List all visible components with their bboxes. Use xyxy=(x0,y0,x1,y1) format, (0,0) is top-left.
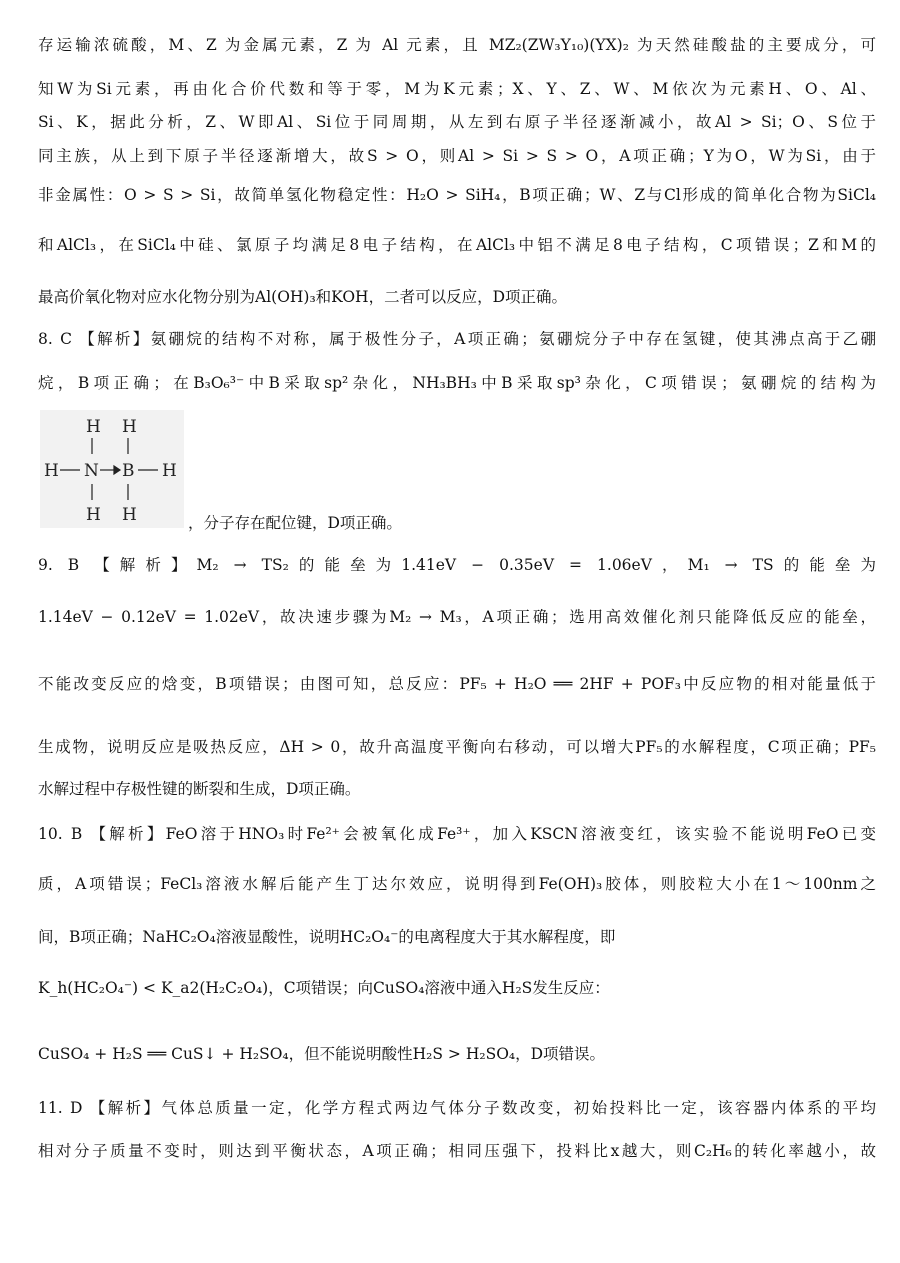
text-line-4: 同主族，从上到下原子半径逐渐增大，故S > O，则Al > Si > S > O，A项正确；Y为O，W为Si，由于 xyxy=(38,147,876,165)
ammonia-borane-structure xyxy=(40,410,184,528)
text-line-20: 11. D 【解析】气体总质量一定，化学方程式两边气体分子数改变，初始投料比一定，该容器内体系的平均 xyxy=(38,1099,876,1117)
text-line-18: K_h(HC₂O₄⁻) < K_a2(H₂C₂O₄)，C项错误；向CuSO₄溶液中通入H₂S发生反应： xyxy=(38,979,610,997)
atom-h-top-right: H xyxy=(122,417,137,437)
text-line-11: 1.14eV − 0.12eV = 1.02eV，故决速步骤为M₂ → M₃，A项正确；选用高效催化剂只能降低反应的能垒， xyxy=(38,608,876,626)
atom-h-bottom-left: H xyxy=(86,505,101,525)
atom-h-top-left: H xyxy=(86,417,101,437)
atom-n: N xyxy=(84,461,99,481)
structure-caption: ，分子存在配位键，D项正确。 xyxy=(188,514,402,532)
text-line-9: 烷，B项正确；在B₃O₆³⁻中B采取sp²杂化，NH₃BH₃中B采取sp³杂化，C项错误；氨硼烷的结构为 xyxy=(38,374,876,392)
text-line-2: 知W为Si元素，再由化合价代数和等于零，M为K元素；X、Y、Z、W、M依次为元素H、O、Al、 xyxy=(38,80,876,98)
arrow-head xyxy=(114,466,120,474)
text-line-12: 不能改变反应的焓变，B项错误；由图可知，总反应：PF₅ + H₂O ══ 2HF + POF₃中反应物的相对能量低于 xyxy=(38,675,876,693)
atom-b: B xyxy=(122,461,135,481)
text-line-5: 非金属性：O > S > Si，故简单氢化物稳定性：H₂O > SiH₄，B项正确；W、Z与Cl形成的简单化合物为SiCl₄ xyxy=(38,186,876,204)
text-line-8: 8. C 【解析】氨硼烷的结构不对称，属于极性分子，A项正确；氨硼烷分子中存在氢键，使其沸点高于乙硼 xyxy=(38,330,876,348)
text-line-1: 存运输浓硫酸，M、Z 为金属元素，Z 为 Al 元素，且 MZ₂(ZW₃Y₁₀)(YX)₂ 为天然硅酸盐的主要成分，可 xyxy=(38,36,876,54)
atom-h-bottom-right: H xyxy=(122,505,137,525)
atom-h-right: H xyxy=(162,461,177,481)
text-line-6: 和AlCl₃，在SiCl₄中硅、氯原子均满足8电子结构，在AlCl₃中铝不满足8电子结构，C项错误；Z和M的 xyxy=(38,236,876,254)
text-line-21: 相对分子质量不变时，则达到平衡状态，A项正确；相同压强下，投料比x越大，则C₂H₆的转化率越小，故 xyxy=(38,1142,876,1160)
atom-h-left: H xyxy=(44,461,59,481)
text-line-7: 最高价氧化物对应水化物分别为Al(OH)₃和KOH，二者可以反应，D项正确。 xyxy=(38,288,568,306)
text-line-16: 质，A项错误；FeCl₃溶液水解后能产生丁达尔效应，说明得到Fe(OH)₃胶体，则胶粒大小在1～100nm之 xyxy=(38,875,876,893)
text-line-13: 生成物，说明反应是吸热反应，ΔH > 0，故升高温度平衡向右移动，可以增大PF₅的水解程度，C项正确；PF₅ xyxy=(38,738,876,756)
text-line-19: CuSO₄ + H₂S ══ CuS↓ + H₂SO₄，但不能说明酸性H₂S > H₂SO₄，D项错误。 xyxy=(38,1045,606,1063)
text-line-3: Si、K，据此分析，Z、W即Al、Si位于同周期，从左到右原子半径逐渐减小，故Al > Si；O、S位于 xyxy=(38,113,876,131)
text-line-15: 10. B 【解析】FeO溶于HNO₃时Fe²⁺会被氧化成Fe³⁺，加入KSCN溶液变红，该实验不能说明FeO已变 xyxy=(38,825,876,843)
text-line-17: 间，B项正确；NaHC₂O₄溶液显酸性，说明HC₂O₄⁻的电离程度大于其水解程度，即 xyxy=(38,928,616,946)
text-line-14: 水解过程中存极性键的断裂和生成，D项正确。 xyxy=(38,780,361,798)
text-line-10: 9. B 【解析】M₂ → TS₂的能垒为1.41eV − 0.35eV = 1.06eV，M₁ → TS的能垒为 xyxy=(38,556,876,574)
